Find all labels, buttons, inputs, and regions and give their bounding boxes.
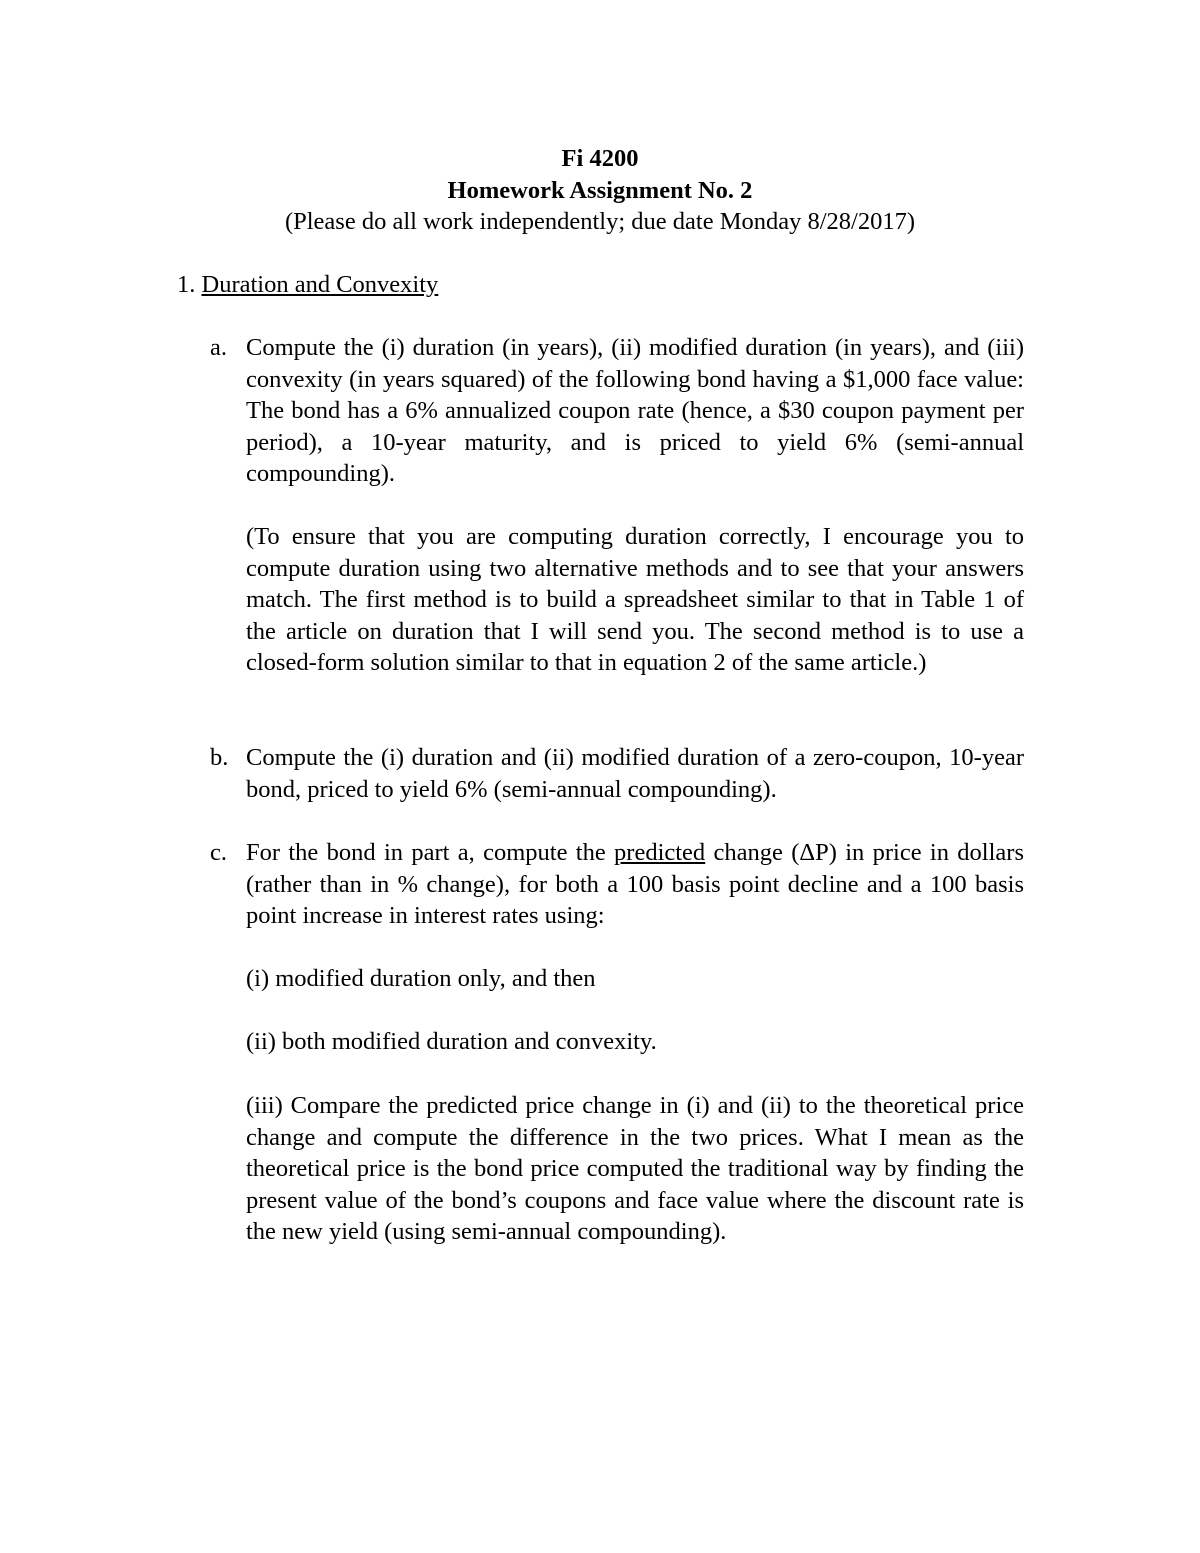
question-c-marker: c. [210, 839, 227, 866]
question-c-sub-ii: (ii) both modified duration and convexity. [246, 1028, 657, 1055]
question-c-sub-iii: (iii) Compare the predicted price change in (i) and (ii) to the theoretical price change and compute the difference in the two prices. What I mean as the theoretical price is the bond price computed the traditional way by finding the present value of the bond’s coupons and face value where the discount rate is the new yield (using semi-annual compounding). [246, 1092, 1024, 1245]
question-c-text-before: For the bond in part a, compute the [246, 839, 615, 866]
question-a-marker: a. [210, 334, 227, 361]
section-title: Duration and Convexity [201, 271, 439, 298]
question-b-text: Compute the (i) duration and (ii) modified duration of a zero-coupon, 10-year bond, priced to yield 6% (semi-annual compounding). [246, 744, 1024, 803]
course-code: Fi 4200 [561, 145, 639, 172]
assignment-title: Homework Assignment No. 2 [447, 176, 753, 204]
assignment-note: (Please do all work independently; due date Monday 8/28/2017) [284, 208, 916, 235]
question-a [210, 332, 1024, 490]
predicted-emphasis: predicted [614, 839, 706, 866]
question-a-note: (To ensure that you are computing duration correctly, I encourage you to compute duration using two alternative methods and to see that your answers match. The first method is to build a spreadsheet similar to that in Table 1 of the article on duration that I will send you. The second method is to use a closed-form solution similar to that in equation 2 of the same article.) [246, 523, 1024, 676]
section-number: 1. [177, 271, 196, 298]
question-c-sub-i: (i) modified duration only, and then [246, 965, 596, 992]
question-c-text-after: change (ΔP) in price in dollars (rather than in % change), for both a 100 basis point decline and a 100 basis point increase in interest rates using: [246, 839, 1024, 929]
section-heading [177, 269, 438, 301]
question-c [210, 837, 1024, 932]
document-header [0, 143, 1200, 238]
question-b [210, 742, 1024, 805]
question-c-text [246, 837, 1024, 932]
question-b-marker: b. [210, 744, 229, 771]
question-a-text: Compute the (i) duration (in years), (ii) modified duration (in years), and (iii) convexity (in years squared) of the following bond having a $1,000 face value: The bond has a 6% annualized coupon rate (hence, a $30 coupon payment per period), a 10-year maturity, and is priced to yield 6% (semi-annual compounding). [246, 334, 1024, 487]
